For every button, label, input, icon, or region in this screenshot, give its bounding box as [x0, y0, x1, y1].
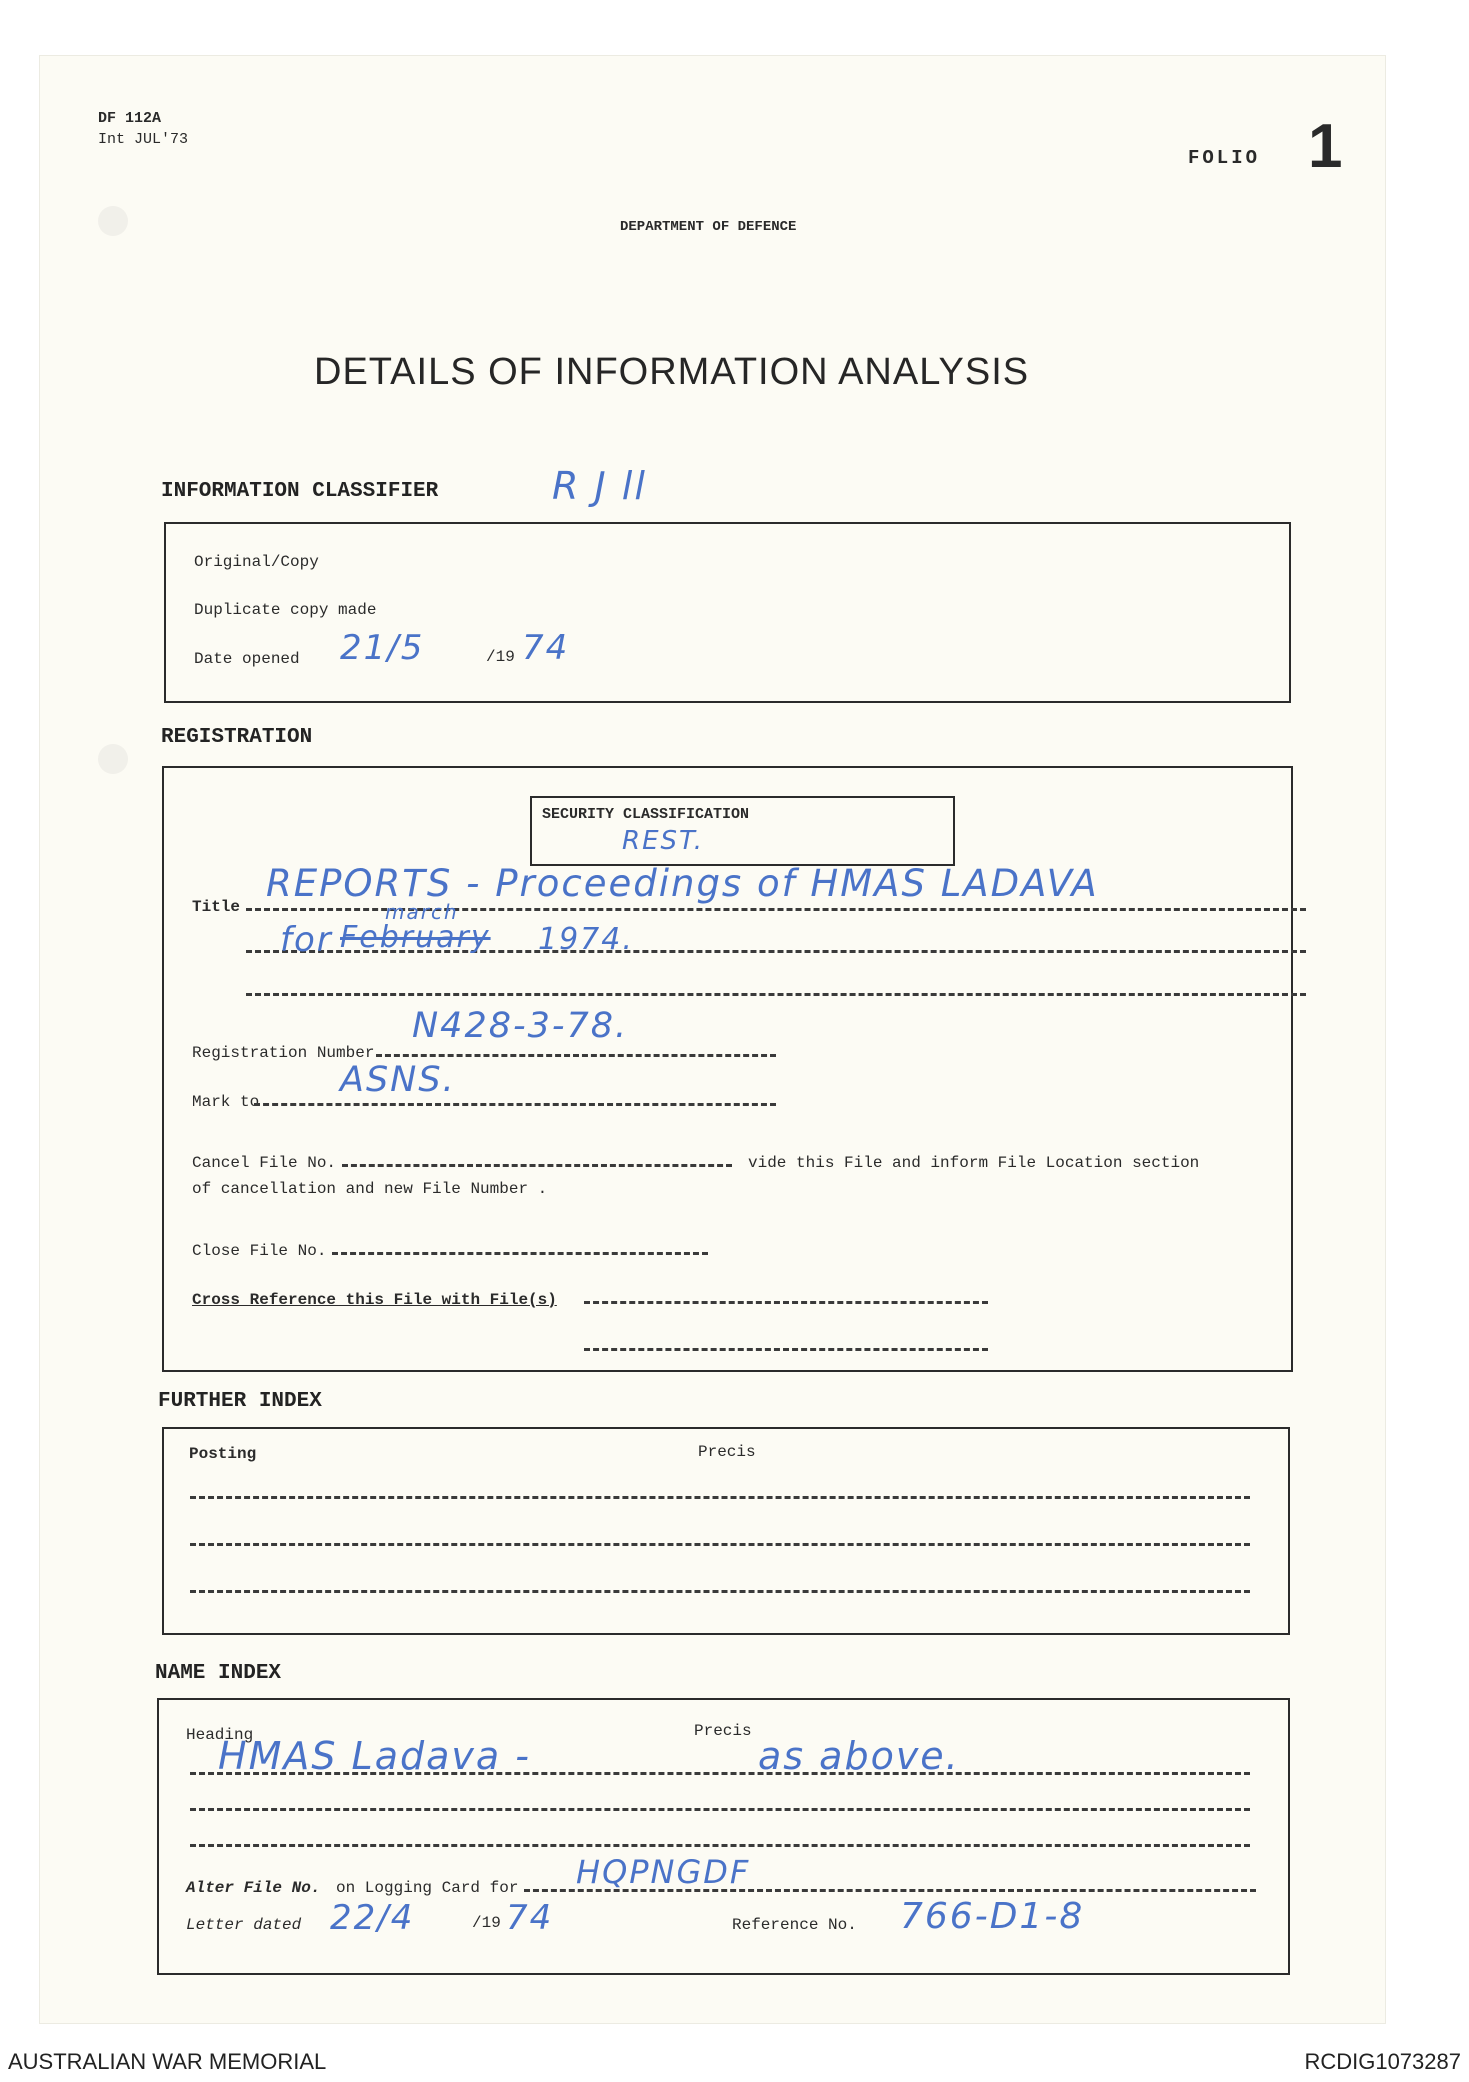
reference-label: Reference No. [732, 1916, 857, 1934]
letter-date-daymonth: 22/4 [330, 1898, 415, 1938]
name-index-line [190, 1844, 1250, 1847]
further-index-heading: FURTHER INDEX [158, 1390, 322, 1413]
year-prefix: /19 [486, 648, 515, 666]
name-entry-heading: HMAS Ladava - [218, 1734, 531, 1778]
registration-number-label: Registration Number [192, 1044, 375, 1062]
date-opened-label: Date opened [194, 650, 300, 668]
mark-to-value: ASNS. [340, 1060, 456, 1100]
form-code: DF 112A [98, 110, 162, 127]
cross-reference-line [584, 1348, 988, 1351]
further-index-line [190, 1590, 1250, 1593]
letter-year-prefix: /19 [472, 1914, 501, 1932]
logging-card-label: on Logging Card for [336, 1879, 519, 1897]
duplicate-label: Duplicate copy made [194, 601, 377, 619]
further-index-line [190, 1543, 1250, 1546]
date-opened-year: 74 [522, 628, 570, 668]
name-heading-label: Heading [186, 1726, 254, 1744]
close-file-line [332, 1252, 708, 1255]
security-value: REST. [622, 826, 705, 856]
footer-record-id: RCDIG1073287 [1304, 2049, 1461, 2074]
folio-label: FOLIO [1188, 147, 1261, 169]
cancel-file-line [342, 1164, 732, 1167]
cancel-file-label: Cancel File No. [192, 1154, 337, 1172]
cancel-file-line2: of cancellation and new File Number . [192, 1180, 548, 1198]
original-copy-label: Original/Copy [194, 553, 319, 571]
mark-to-label: Mark to [192, 1093, 260, 1111]
department-label: DEPARTMENT OF DEFENCE [620, 219, 797, 235]
close-file-label: Close File No. [192, 1242, 327, 1260]
name-precis-label: Precis [694, 1722, 752, 1740]
punch-hole [98, 206, 128, 236]
name-index-heading: NAME INDEX [155, 1662, 282, 1685]
further-precis-label: Precis [698, 1443, 756, 1461]
title-line [246, 993, 1306, 996]
name-entry-precis: as above. [758, 1734, 960, 1778]
classifier-signature: R J ll [552, 464, 647, 508]
title-year: 1974. [538, 922, 634, 957]
letter-date-year: 74 [506, 1898, 554, 1938]
classifier-heading: INFORMATION CLASSIFIER [161, 480, 439, 503]
title-label: Title [192, 898, 241, 916]
folio-number: 1 [1308, 112, 1343, 181]
form-sheet [40, 56, 1385, 2023]
date-opened-daymonth: 21/5 [340, 628, 425, 668]
cross-reference-label: Cross Reference this File with File(s) [192, 1291, 557, 1309]
cross-reference-line [584, 1301, 988, 1304]
page-title: DETAILS OF INFORMATION ANALYSIS [314, 351, 1030, 393]
registration-number-line [376, 1054, 776, 1057]
title-struck-month: February [340, 920, 491, 955]
title-line1-value: REPORTS - Proceedings of HMAS LADAVA [266, 862, 1099, 905]
punch-hole [98, 744, 128, 774]
title-inserted-month: march [385, 900, 459, 924]
further-index-line [190, 1496, 1250, 1499]
name-index-line [190, 1808, 1250, 1811]
posting-label: Posting [189, 1445, 257, 1463]
cancel-file-tail: vide this File and inform File Location section [748, 1154, 1200, 1172]
alter-file-label: Alter File No. [186, 1879, 321, 1897]
logging-card-value: HQPNGDF [576, 1853, 751, 1891]
title-line2-prefix: for [280, 920, 333, 960]
reference-value: 766-D1-8 [900, 1896, 1085, 1937]
security-label: SECURITY CLASSIFICATION [542, 806, 750, 823]
footer-source: AUSTRALIAN WAR MEMORIAL [8, 2049, 327, 2074]
registration-number-value: N428-3-78. [412, 1006, 629, 1046]
mark-to-line [254, 1103, 776, 1106]
form-issue: Int JUL'73 [98, 131, 189, 148]
letter-dated-label: Letter dated [186, 1916, 302, 1934]
registration-heading: REGISTRATION [161, 726, 313, 749]
